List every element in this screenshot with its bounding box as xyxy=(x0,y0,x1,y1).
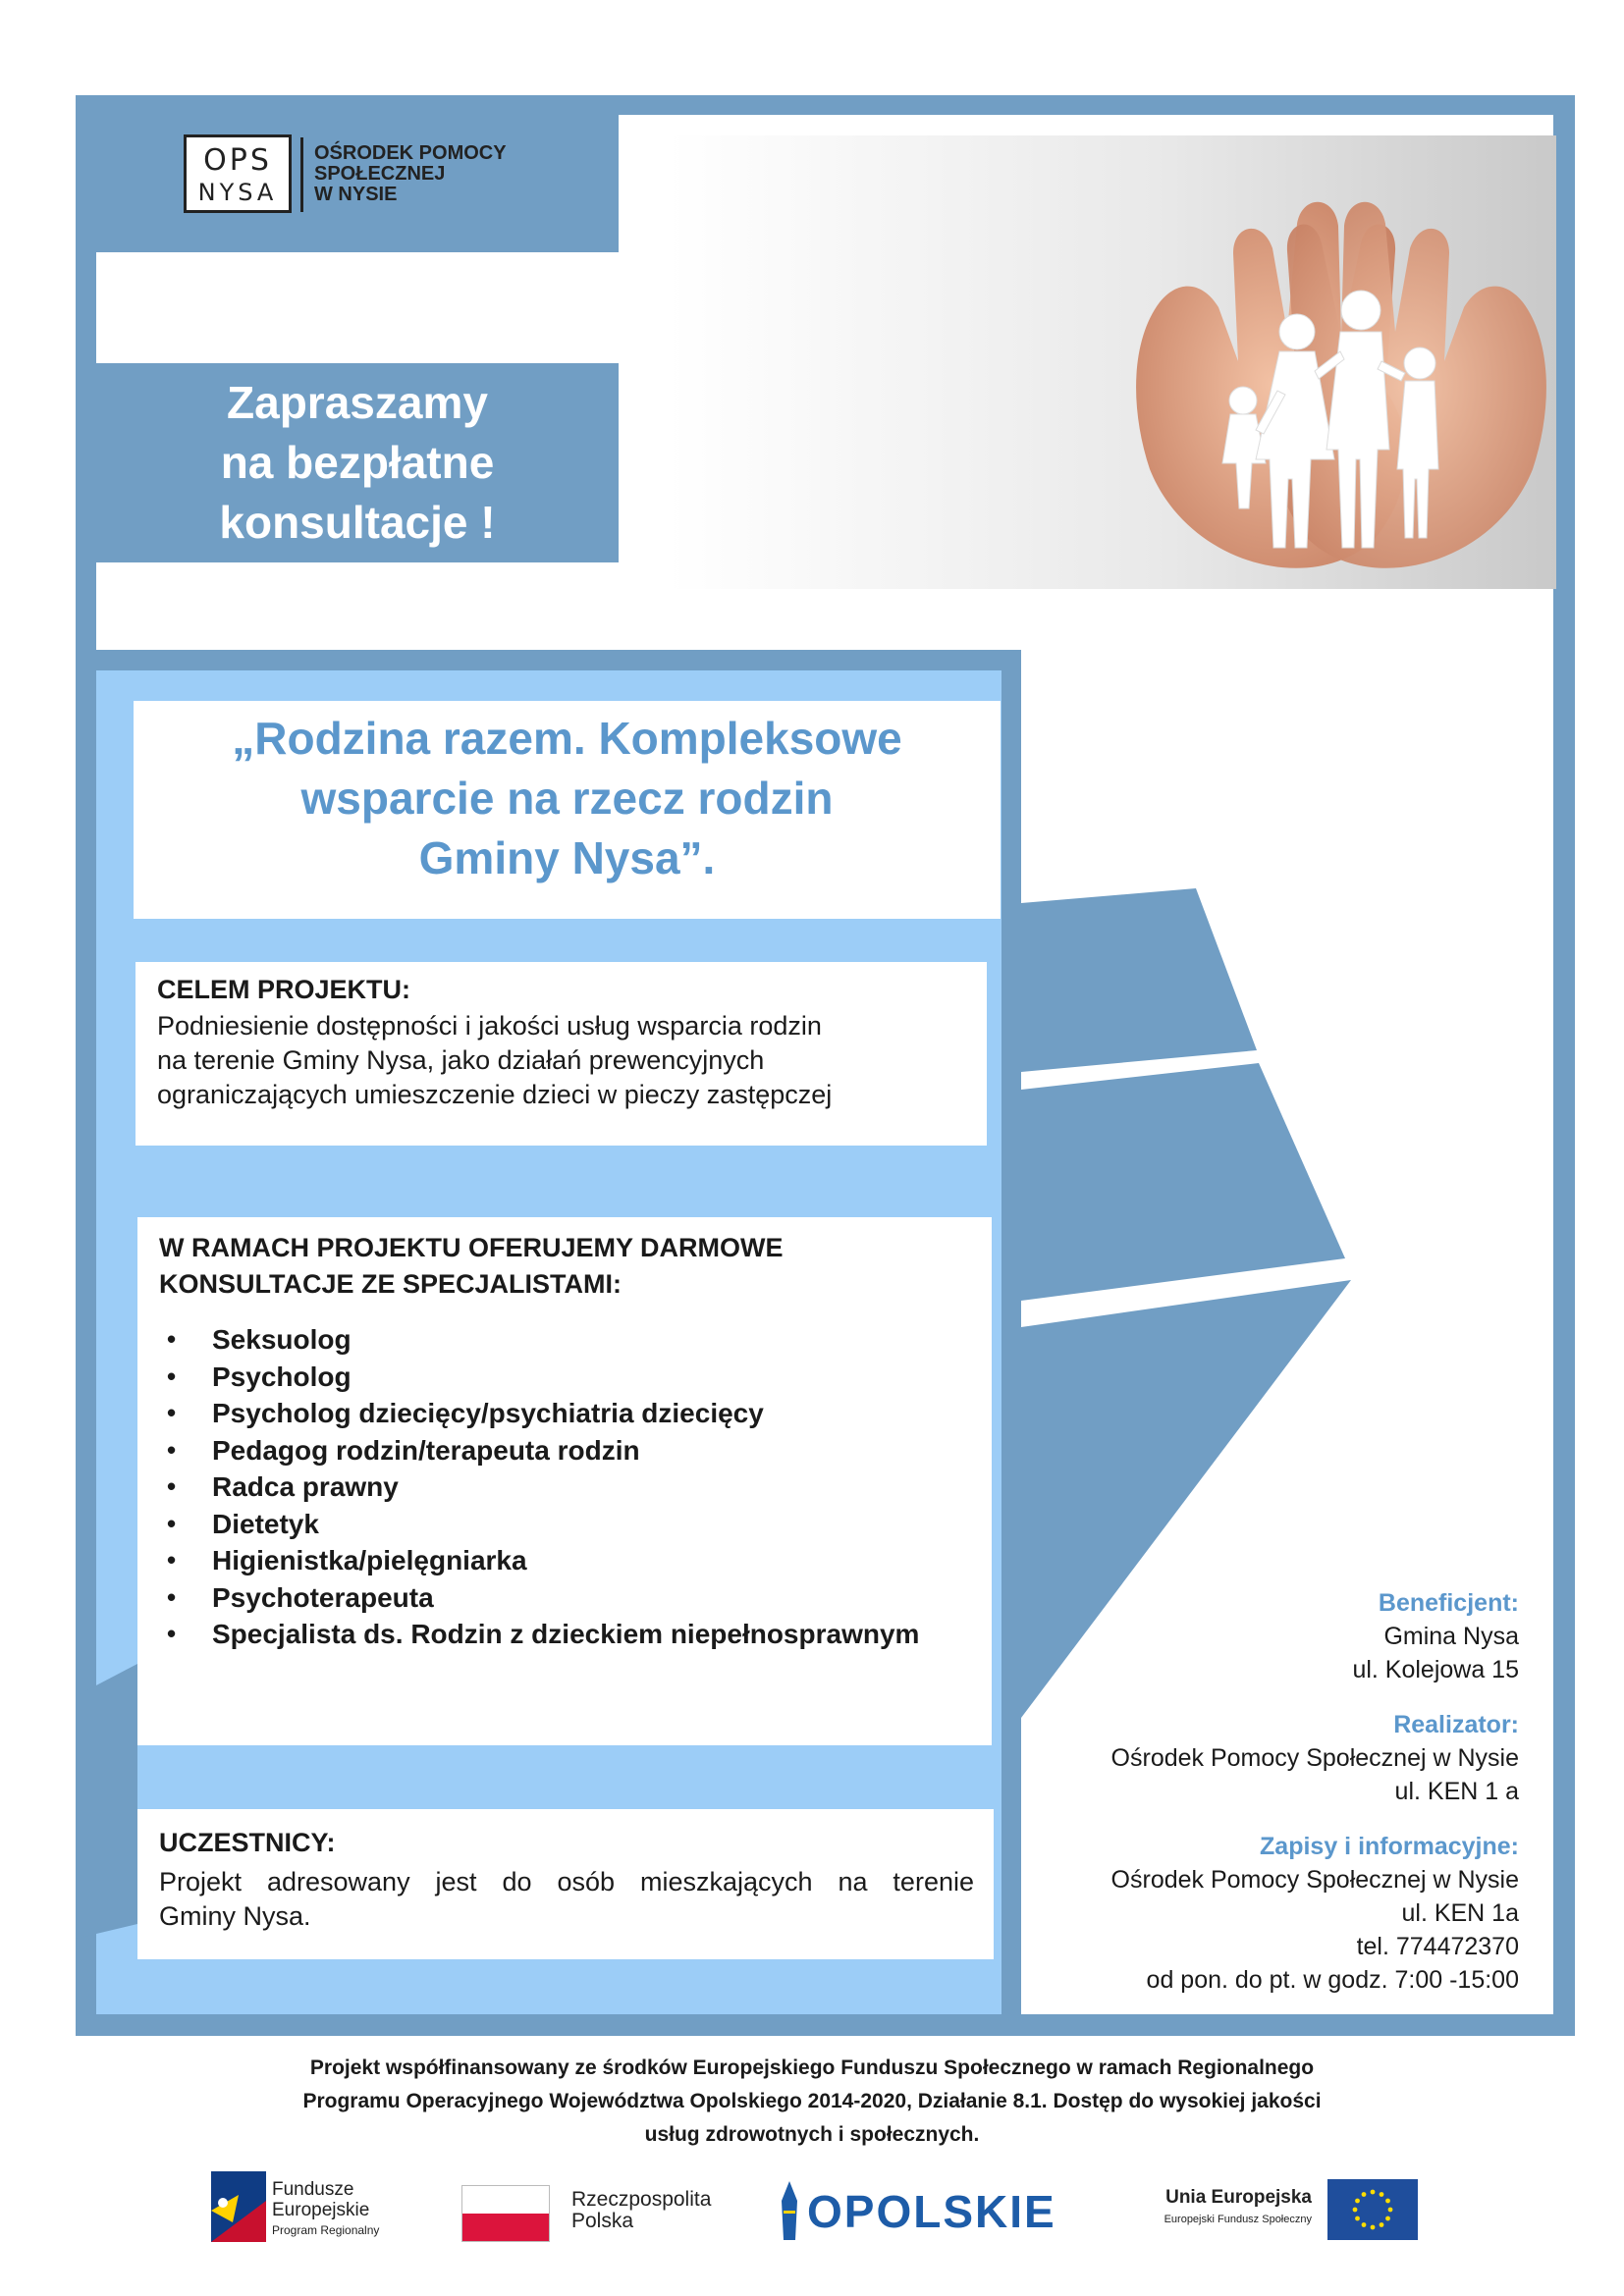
fe-flag-icon xyxy=(211,2171,266,2242)
ops-logo-bottom: NYSA xyxy=(197,179,278,206)
invite-line2: na bezpłatne xyxy=(220,437,495,488)
beneficiary-name: Gmina Nysa xyxy=(1383,1623,1519,1650)
funding-line2: Programu Operacyjnego Województwa Opolskiego 2014-2020, Działanie 8.1. Dostęp do wysokiej jakości xyxy=(302,2090,1322,2112)
logo-divider xyxy=(300,137,303,212)
project-title-line1: „Rodzina razem. Kompleksowe xyxy=(232,713,902,764)
rp-logo-text xyxy=(571,2189,711,2232)
funding-line3: usług zdrowotnych i społecznych. xyxy=(644,2123,980,2146)
specialist-list xyxy=(167,1321,919,1653)
goal-line1: Podniesienie dostępności i jakości usług wsparcia rodzin xyxy=(157,1011,822,1041)
contact-hours: od pon. do pt. w godz. 7:00 -15:00 xyxy=(1146,1966,1519,1994)
eu-line2: Europejski Fundusz Społeczny xyxy=(1164,2214,1312,2225)
invite-heading xyxy=(96,373,619,553)
implementer-name: Ośrodek Pomocy Społecznej w Nysie xyxy=(1110,1744,1519,1772)
ops-name-line2: SPOŁECZNEJ xyxy=(314,163,446,185)
implementer-label: Realizator: xyxy=(1393,1711,1519,1738)
invite-line1: Zapraszamy xyxy=(227,377,488,428)
goal-line3: ograniczających umieszczenie dzieci w pieczy zastępczej xyxy=(157,1080,833,1109)
opolskie-wordmark: OPOLSKIE xyxy=(807,2186,1056,2237)
contact-phone: tel. 774472370 xyxy=(1356,1933,1519,1960)
ops-logo-mark xyxy=(184,134,292,213)
list-item: • Pedagog rodzin/terapeuta rodzin xyxy=(167,1432,919,1469)
funding-logos xyxy=(0,2167,1624,2246)
contact-block xyxy=(1111,1830,1519,1997)
rp-line1: Rzeczpospolita xyxy=(571,2188,712,2211)
goal-text xyxy=(157,1009,832,1112)
fe-line3: Program Regionalny xyxy=(272,2223,380,2237)
goal-heading: CELEM PROJEKTU: xyxy=(157,975,411,1004)
eu-line1: Unia Europejska xyxy=(1165,2187,1312,2208)
participants-box xyxy=(137,1809,994,1959)
beneficiary-block xyxy=(1352,1586,1519,1686)
contact-name: Ośrodek Pomocy Społecznej w Nysie xyxy=(1110,1866,1519,1894)
beneficiary-label: Beneficjent: xyxy=(1378,1589,1519,1617)
offer-heading-line2: KONSULTACJE ZE SPECJALISTAMI: xyxy=(159,1269,623,1299)
implementer-address: ul. KEN 1 a xyxy=(1394,1778,1519,1805)
contact-label: Zapisy i informacyjne: xyxy=(1260,1833,1519,1860)
project-title-box xyxy=(134,701,1001,919)
fe-logo-text xyxy=(272,2179,379,2241)
project-title xyxy=(134,709,1001,888)
invite-line3: konsultacje ! xyxy=(219,497,496,548)
list-item: • Psycholog dziecięcy/psychiatria dziecięcy xyxy=(167,1395,919,1432)
ops-name-line1: OŚRODEK POMOCY xyxy=(314,142,507,164)
funding-statement xyxy=(167,2052,1457,2152)
ops-logo-top: OPS xyxy=(203,143,272,178)
funding-line1: Projekt współfinansowany ze środków Europejskiego Funduszu Społecznego w ramach Regionalnego xyxy=(309,2056,1315,2079)
ops-logo-name xyxy=(314,143,569,205)
goal-box xyxy=(135,962,987,1146)
offer-box xyxy=(137,1217,992,1745)
participants-line2: Gminy Nysa. xyxy=(159,1901,311,1931)
goal-line2: na terenie Gminy Nysa, jako działań prewencyjnych xyxy=(157,1045,765,1075)
contact-address: ul. KEN 1a xyxy=(1401,1899,1519,1927)
list-item: • Higienistka/pielęgniarka xyxy=(167,1542,919,1579)
implementer-block xyxy=(1111,1708,1519,1808)
eu-logo-text xyxy=(1106,2187,1312,2230)
opolskie-tower-icon xyxy=(778,2181,801,2240)
list-item: • Radca prawny xyxy=(167,1468,919,1506)
participants-line1: Projekt adresowany jest do osób mieszkających na terenie xyxy=(159,1867,974,1896)
beneficiary-address: ul. Kolejowa 15 xyxy=(1352,1656,1519,1683)
rp-line2: Polska xyxy=(571,2210,634,2232)
project-title-line2: wsparcie na rzecz rodzin xyxy=(300,773,834,824)
eu-flag-icon xyxy=(1327,2179,1418,2240)
right-column xyxy=(1021,650,1553,2014)
fe-line1: Fundusze xyxy=(272,2179,354,2200)
participants-text xyxy=(159,1865,974,1934)
project-title-line3: Gminy Nysa”. xyxy=(418,832,716,883)
list-item: • Dietetyk xyxy=(167,1506,919,1543)
list-item: • Specjalista ds. Rodzin z dzieckiem niepełnosprawnym xyxy=(167,1616,919,1653)
offer-heading-line1: W RAMACH PROJEKTU OFERUJEMY DARMOWE xyxy=(159,1233,784,1262)
list-item: • Psychoterapeuta xyxy=(167,1579,919,1617)
ops-name-line3: W NYSIE xyxy=(314,184,398,205)
participants-heading: UCZESTNICY: xyxy=(159,1828,336,1857)
fe-line2: Europejskie xyxy=(272,2200,370,2220)
offer-heading xyxy=(159,1230,784,1303)
poland-flag-icon xyxy=(461,2185,550,2242)
list-item: • Psycholog xyxy=(167,1359,919,1396)
list-item: • Seksuolog xyxy=(167,1321,919,1359)
hero-photo xyxy=(669,135,1556,589)
